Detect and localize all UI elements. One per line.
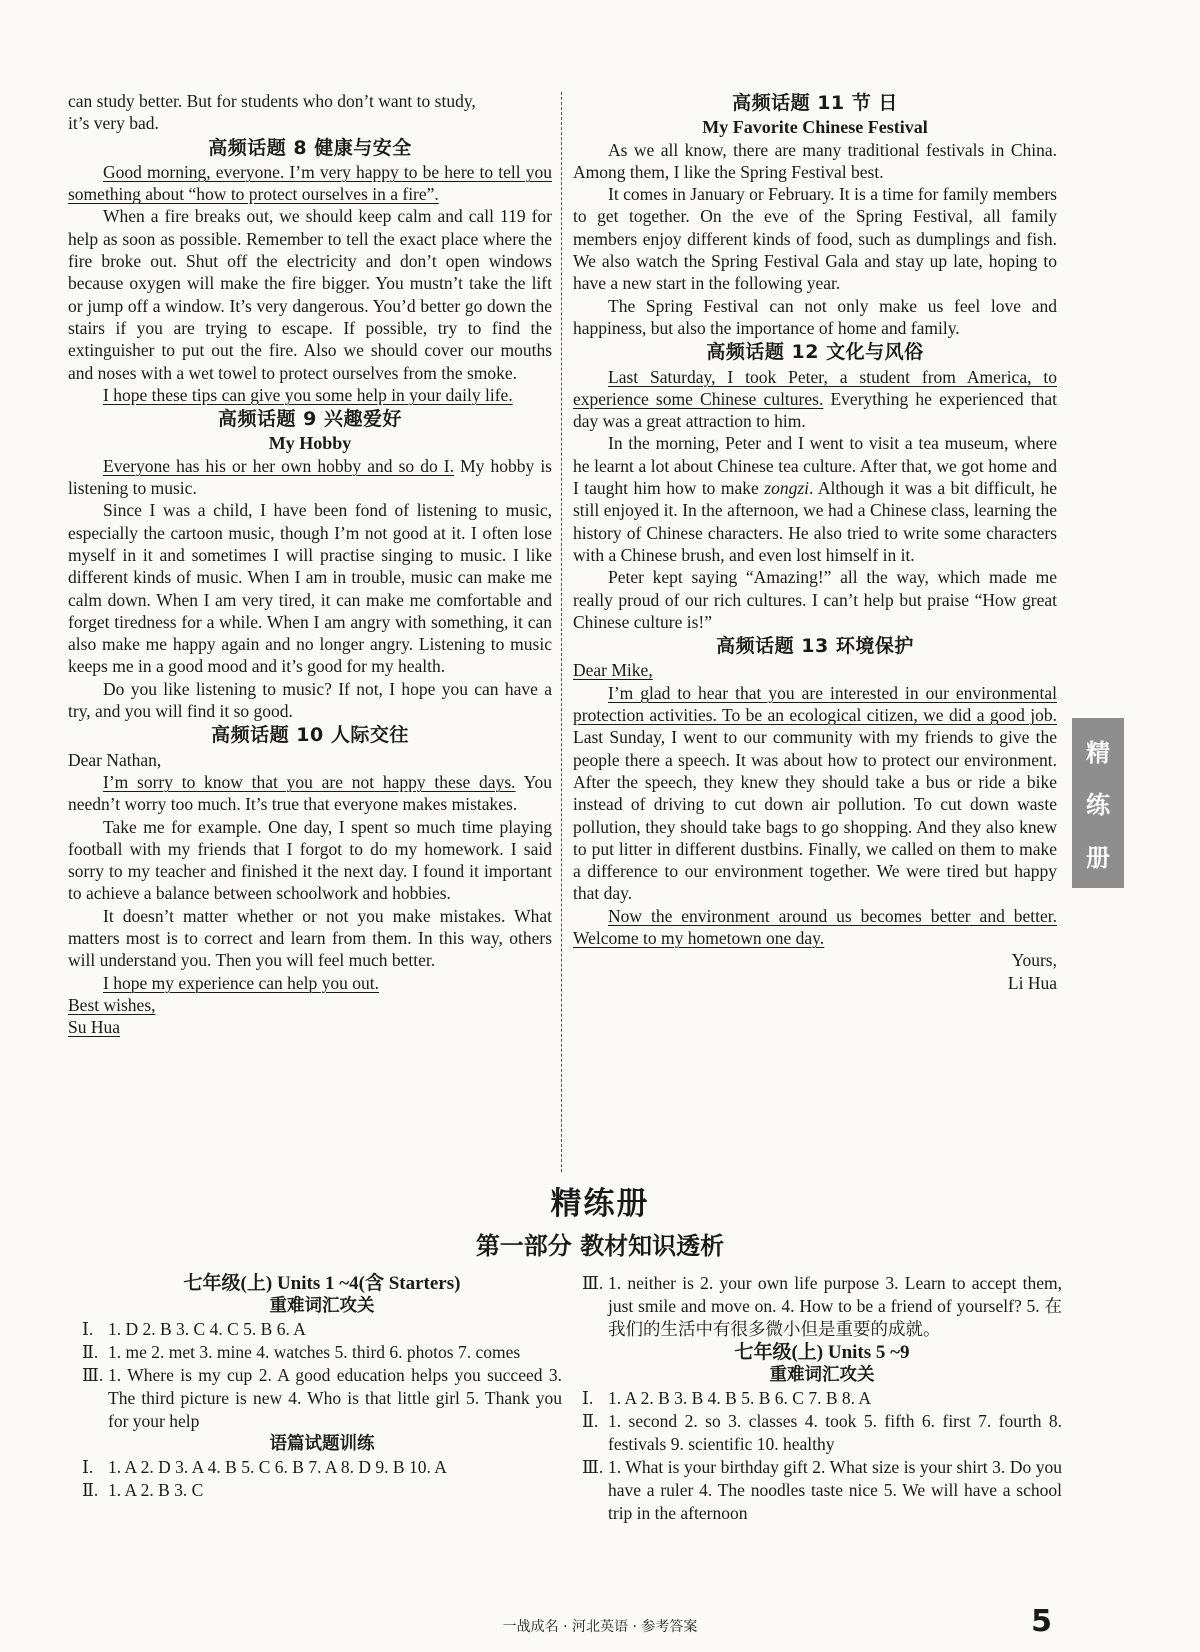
topic10-p3: It doesn’t matter whether or not you make mistakes. What matters most is to correct and learn from them. In this way, others will understand you. Then you will feel much better. xyxy=(68,905,552,971)
topic10-closing: Best wishes, xyxy=(68,994,156,1015)
intro-line: it’s very bad. xyxy=(68,113,159,134)
topic8-heading: 高频话题 8 健康与安全 xyxy=(208,136,412,159)
answers-right xyxy=(582,1272,1062,1525)
part-title: 第一部分 教材知识透析 xyxy=(475,1232,725,1260)
topic8-p2: When a fire breaks out, we should keep calm and call 119 for help as soon as possible. Remember to tell the exact place where the fire broke out. Shut off the electricity and don’t open windows because oxygen will make the fire bigger. You mustn’t take the lift or jump off a window. It’s very dangerous. You’d better go down the stairs if you are trying to escape. If possible, try to find the extinguisher to put out the fire. Also we should cover our mouths and noses with a wet towel to protect ourselves from the smoke. xyxy=(68,206,552,383)
answer-row: Ⅰ. 1. D 2. B 3. C 4. C 5. B 6. A xyxy=(82,1319,306,1339)
intro-line: can study better. But for students who don’t want to study, xyxy=(68,91,476,111)
topic8-p1: Good morning, everyone. I’m very happy to be here to tell you something about “how to protect ourselves in a fire”. xyxy=(68,161,552,205)
section-title: 精练册 xyxy=(550,1186,650,1222)
topic11-title: My Favorite Chinese Festival xyxy=(702,117,928,138)
topic13-closing: Yours, xyxy=(1011,950,1057,971)
left-column xyxy=(68,90,552,1038)
reading-heading: 语篇试题训练 xyxy=(269,1434,375,1454)
topic13-p2: Now the environment around us becomes better and better. Welcome to my hometown one day. xyxy=(573,905,1057,948)
side-tab xyxy=(1072,718,1124,888)
topic10-p1: I’m sorry to know that you are not happy these days. You needn’t worry too much. It’s true that everyone makes mistakes. xyxy=(68,771,552,815)
side-tab-char: 册 xyxy=(1086,844,1110,873)
answer-row: Ⅲ. 1. Where is my cup 2. A good education helps you succeed 3. The third picture is new 4. Who is that little girl 5. Thank you for your help xyxy=(82,1365,562,1431)
topic9-p3: Do you like listening to music? If not, I hope you can have a try, and you will find it so good. xyxy=(68,678,552,722)
topic11-p1: As we all know, there are many traditional festivals in China. Among them, I like the Spring Festival best. xyxy=(573,139,1057,182)
side-tab-char: 精 xyxy=(1086,738,1110,767)
vocab-heading: 重难词汇攻关 xyxy=(269,1296,375,1316)
topic13-heading: 高频话题 13 环境保护 xyxy=(716,635,914,658)
topic9-title: My Hobby xyxy=(268,433,352,454)
vocab-heading: 重难词汇攻关 xyxy=(769,1365,875,1385)
answer-row: Ⅰ. 1. A 2. D 3. A 4. B 5. C 6. B 7. A 8. D 9. B 10. A xyxy=(82,1457,447,1477)
answer-row: Ⅲ. 1. neither is 2. your own life purpose 3. Learn to accept them, just smile and move on. 4. How to be a friend of yourself? 5. 在我们的生活中有很多微小但是重要的成就。 xyxy=(582,1273,1062,1339)
topic9-heading: 高频话题 9 兴趣爱好 xyxy=(218,408,402,431)
page-number: 5 xyxy=(1031,1604,1052,1639)
topic12-heading: 高频话题 12 文化与风俗 xyxy=(706,341,924,364)
topic13-signature: Li Hua xyxy=(1007,972,1057,993)
right-column xyxy=(573,90,1057,994)
unit-title: 七年级(上) Units 1 ~4(含 Starters) xyxy=(183,1273,461,1294)
topic12-p2: In the morning, Peter and I went to visit a tea museum, where he learnt a lot about Chinese tea culture. After that, we got home and I taught him how to make zongzi. Although it was a bit difficult, he still enjoyed it. In the afternoon, we had a Chinese class, learning the history of Chinese characters. He also tried to write some characters with a Chinese brush, and even lost himself in it. xyxy=(573,433,1057,565)
topic13-greeting: Dear Mike, xyxy=(573,660,653,681)
answer-row: Ⅱ. 1. me 2. met 3. mine 4. watches 5. third 6. photos 7. comes xyxy=(82,1342,521,1362)
topic11-heading: 高频话题 11 节 日 xyxy=(732,92,898,114)
answer-row: Ⅰ. 1. A 2. B 3. B 4. B 5. B 6. C 7. B 8. A xyxy=(582,1388,872,1408)
topic11-p3: The Spring Festival can not only make us feel love and happiness, but also the importance of home and family. xyxy=(573,295,1057,338)
answer-row: Ⅲ. 1. What is your birthday gift 2. What size is your shirt 3. Do you have a ruler 4. The noodles taste nice 5. We will have a school trip in the afternoon xyxy=(582,1457,1062,1523)
topic12-p3: Peter kept saying “Amazing!” all the way, which made me really proud of our rich cultures. I can’t help but praise “How great Chinese culture is!” xyxy=(573,567,1057,632)
topic13-p1: I’m glad to hear that you are interested in our environmental protection activities. To be an ecological citizen, we did a good job. Last Sunday, I went to our community with my friends to give the people there a speech. It was about how to protect our environment. After the speech, they knew they should take a bus or ride a bike instead of driving to cut down air pollution. To cut down waste pollution, they should take bags to go shopping. And they also knew to put litter in different dustbins. Finally, we called on them to make a difference to our environment together. We were tired but happy that day. xyxy=(573,682,1057,904)
topic11-p2: It comes in January or February. It is a time for family members to get together. On the eve of the Spring Festival, all family members enjoy different kinds of food, such as dumplings and fish. We also watch the Spring Festival Gala and stay up late, hoping to have a new start in the following year. xyxy=(573,184,1057,294)
column-divider xyxy=(561,92,562,1172)
answers-left xyxy=(82,1272,562,1502)
side-tab-char: 练 xyxy=(1086,791,1110,820)
topic9-p2: Since I was a child, I have been fond of listening to music, especially the cartoon music, though I’m not good at it. I often lose myself in it and sometimes I will practise singing to music. I like different kinds of music. When I am in trouble, music can make me calm down. When I am very tired, it can make me comfortable and forget tiredness for a while. When I am angry with something, it can also make me happy again and no longer angry. Listening to music keeps me in a good mood and it’s good for my health. xyxy=(68,500,552,677)
topic10-p2: Take me for example. One day, I spent so much time playing football with my friends that I forgot to do my homework. I said sorry to my teacher and finished it the next day. I found it important to achieve a balance between schoolwork and hobbies. xyxy=(68,816,552,904)
topic10-signature: Su Hua xyxy=(68,1017,121,1038)
topic10-heading: 高频话题 10 人际交往 xyxy=(211,724,409,747)
topic10-p4: I hope my experience can help you out. xyxy=(103,972,380,993)
answer-row: Ⅱ. 1. second 2. so 3. classes 4. took 5. fifth 6. first 7. fourth 8. festivals 9. scientific 10. healthy xyxy=(582,1411,1062,1454)
topic12-p1: Last Saturday, I took Peter, a student from America, to experience some Chinese cultures. Everything he experienced that day was a great attraction to him. xyxy=(573,366,1058,432)
topic8-p3: I hope these tips can give you some help in your daily life. xyxy=(103,384,513,405)
topic9-p1: Everyone has his or her own hobby and so do I. My hobby is listening to music. xyxy=(68,455,552,499)
topic10-greeting: Dear Nathan, xyxy=(68,749,162,770)
unit-title: 七年级(上) Units 5 ~9 xyxy=(734,1342,910,1363)
answer-row: Ⅱ. 1. A 2. B 3. C xyxy=(82,1480,204,1500)
page-footer: 一战成名 · 河北英语 · 参考答案 xyxy=(502,1619,698,1635)
